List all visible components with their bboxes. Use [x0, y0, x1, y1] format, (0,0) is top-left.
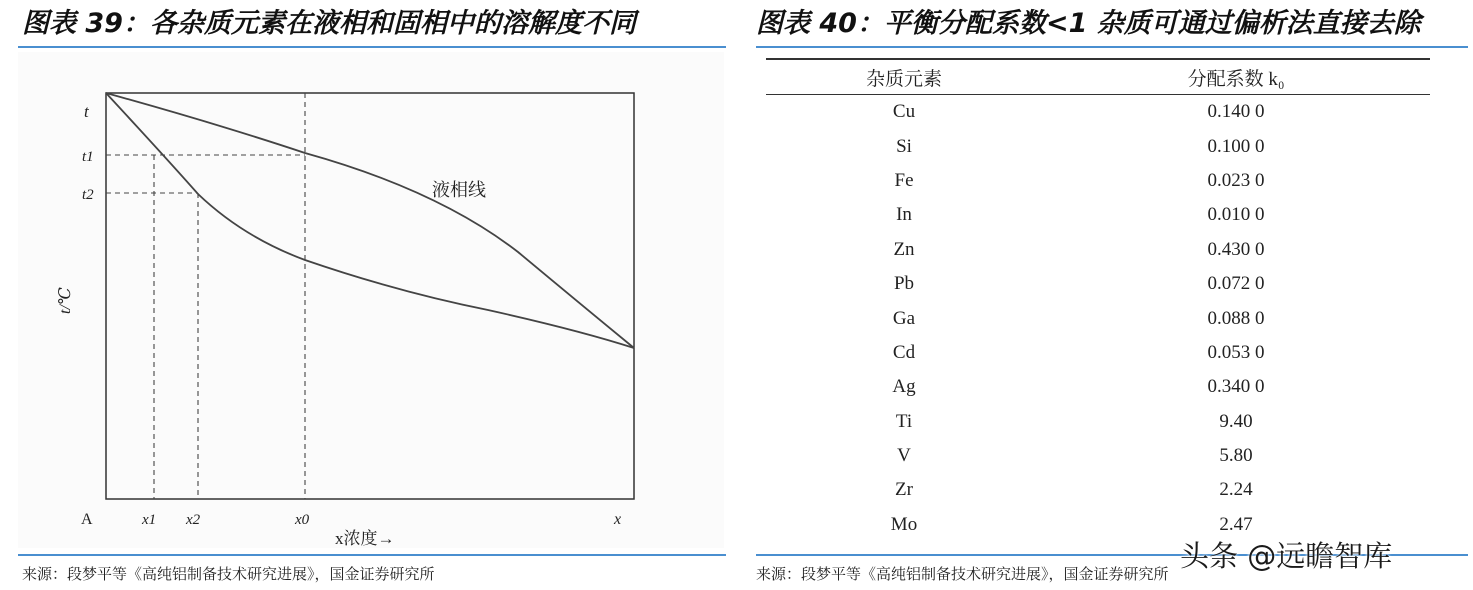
table-row [766, 473, 1430, 507]
ytick-t: t [84, 102, 89, 121]
xtick-x1: x1 [142, 512, 157, 528]
table-row [766, 95, 1430, 129]
partition-coefficient-table [766, 58, 1430, 542]
element-cell: Ag [892, 376, 916, 398]
coefficient-cell: 0.340 0 [1207, 376, 1265, 398]
coefficient-cell: 2.24 [1219, 479, 1253, 501]
xtick-x: x [614, 511, 622, 528]
table-row [766, 267, 1430, 301]
element-cell: Ga [892, 307, 916, 329]
element-cell: Pb [893, 273, 915, 295]
table-row [766, 439, 1430, 473]
element-cell: Zr [895, 479, 913, 501]
coefficient-cell: 0.430 0 [1207, 238, 1265, 260]
coefficient-cell: 9.40 [1219, 410, 1253, 432]
coefficient-cell: 2.47 [1219, 513, 1253, 535]
table-row [766, 336, 1430, 370]
header-element: 杂质元素 [865, 68, 942, 90]
ytick-t1: t1 [82, 149, 94, 165]
coefficient-cell: 0.072 0 [1207, 273, 1265, 295]
coefficient-cell: 0.100 0 [1207, 135, 1265, 157]
liquidus-label: 液相线 [432, 180, 486, 200]
coefficient-cell: 0.053 0 [1207, 341, 1265, 363]
header-coefficient: 分配系数 k₀ [1187, 68, 1285, 90]
right-source: 来源：段梦平等《高纯铝制备技术研究进展》，国金证券研究所 [756, 565, 1169, 583]
coefficient-cell: 0.088 0 [1207, 307, 1265, 329]
watermark: 头条 @远瞻智库 [1180, 539, 1393, 573]
table-row [766, 129, 1430, 163]
table-header-row [766, 58, 1430, 95]
table-row [766, 301, 1430, 335]
left-figure-title: 图表 39：各杂质元素在液相和固相中的溶解度不同 [22, 8, 636, 39]
table-row [766, 198, 1430, 232]
element-cell: V [897, 445, 911, 467]
phase-diagram [18, 52, 724, 548]
element-cell: Ti [895, 410, 913, 432]
xtick-x2: x2 [186, 512, 201, 528]
coefficient-cell: 0.010 0 [1207, 204, 1265, 226]
table-row [766, 164, 1430, 198]
element-cell: Cu [892, 101, 916, 123]
table-row [766, 405, 1430, 439]
coefficient-cell: 0.023 0 [1207, 169, 1265, 191]
solidus-curve [106, 93, 634, 348]
element-cell: Cd [892, 341, 916, 363]
left-title-rule [18, 46, 726, 48]
table-row [766, 370, 1430, 404]
element-cell: Zn [893, 238, 915, 260]
phase-diagram-panel [18, 52, 724, 548]
element-cell: Fe [894, 169, 914, 191]
element-cell: Si [896, 135, 912, 157]
diagram-frame [106, 93, 634, 499]
left-source: 来源：段梦平等《高纯铝制备技术研究进展》，国金证券研究所 [22, 565, 435, 583]
xtick-A: A [81, 511, 93, 528]
coefficient-cell: 5.80 [1219, 445, 1253, 467]
table-row [766, 233, 1430, 267]
coefficient-cell: 0.140 0 [1207, 101, 1265, 123]
element-cell: Mo [890, 513, 918, 535]
ytick-t2: t2 [82, 187, 94, 203]
left-source-rule [18, 554, 726, 556]
right-figure-title: 图表 40：平衡分配系数<1 杂质可通过偏析法直接去除 [756, 8, 1421, 39]
element-cell: In [896, 204, 912, 226]
y-axis-label: t/℃ [57, 287, 74, 314]
liquidus-curve [106, 93, 634, 348]
right-title-rule [756, 46, 1468, 48]
x-axis-label: x浓度→ [335, 529, 395, 548]
xtick-x0: x0 [295, 512, 310, 528]
